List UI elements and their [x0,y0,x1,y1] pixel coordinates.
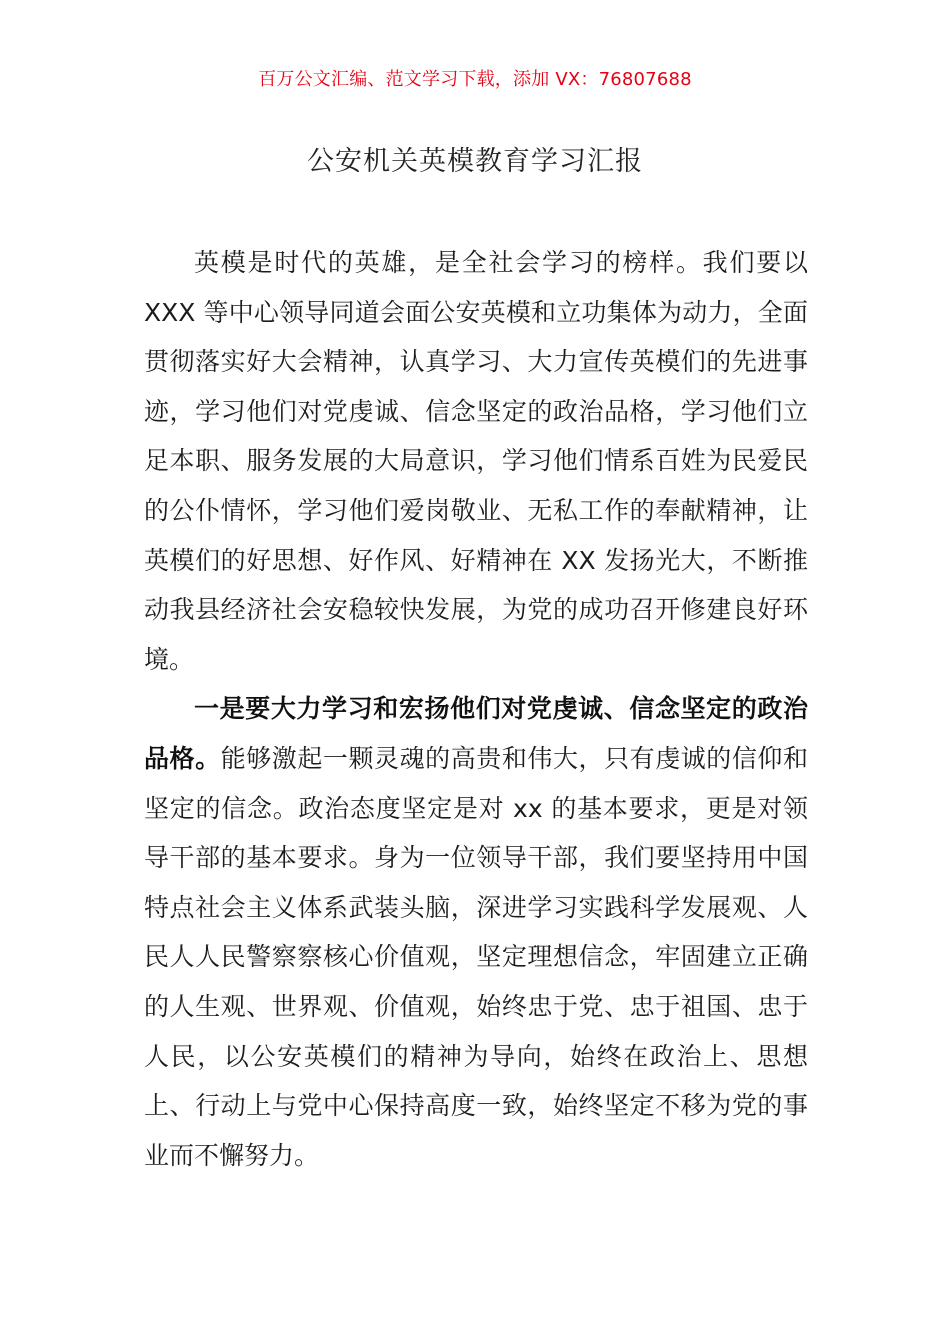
paragraph-1 [144,238,808,684]
paragraph-2-text: 能够激起一颗灵魂的高贵和伟大，只有虔诚的信仰和坚定的信念。政治态度坚定是对 xx 的基本要求，更是对领导干部的基本要求。身为一位领导干部，我们要坚持用中国特点社会主义体系武装头脑，深进学习实践科学发展观、人民人人民警察察核心价值观，坚定理想信念，牢固建立正确的人生观、世界观、价值观，始终忠于党、忠于祖国、忠于人民，以公安英模们的精神为导向，始终在政治上、思想上、行动上与党中心保持高度一致，始终坚定不移为党的事业而不懈努力。 [144,743,808,1170]
paragraph-2 [144,684,808,1180]
page-title: 公安机关英模教育学习汇报 [307,146,643,177]
paragraph-1-text: 英模是时代的英雄，是全社会学习的榜样。我们要以 XXX 等中心领导同道会面公安英模和立功集体为动力，全面贯彻落实好大会精神，认真学习、大力宣传英模们的先进事迹，学习他们对党虔诚、信念坚定的政治品格，学习他们立足本职、服务发展的大局意识，学习他们情系百姓为民爱民的公仆情怀，学习他们爱岗敬业、无私工作的奉献精神，让英模们的好思想、好作风、好精神在 XX 发扬光大，不断推动我县经济社会安稳较快发展，为党的成功召开修建良好环境。 [144,248,808,674]
header-note: 百万公文汇编、范文学习下载，添加 VX：76807688 [258,69,692,90]
document-body [144,238,808,1180]
paragraph-2-lead: 一是要大力学习和宏扬他们对党虔诚、信念坚定的政治品格。 [144,694,808,773]
